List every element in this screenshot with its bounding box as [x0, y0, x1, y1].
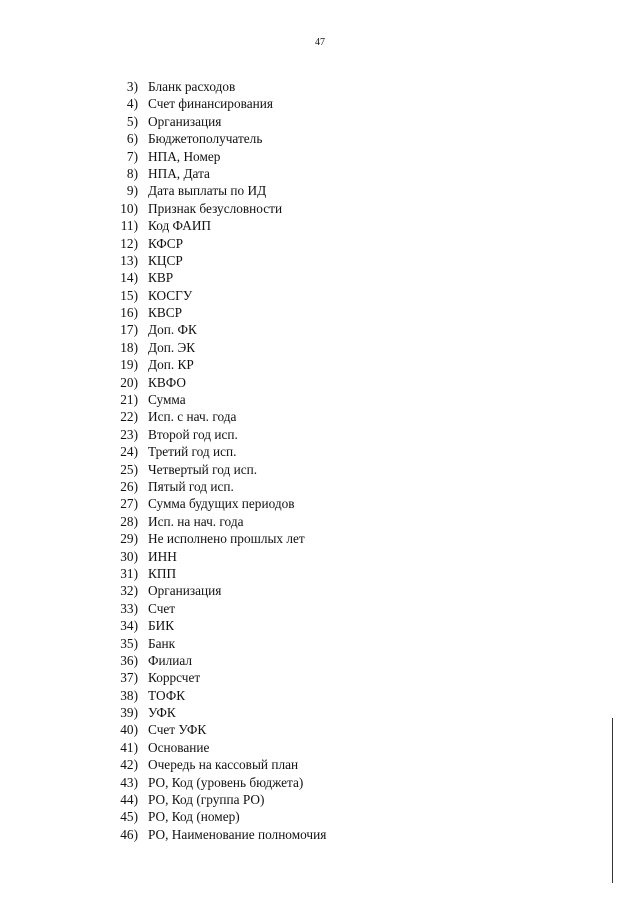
item-label: Третий год исп. [148, 444, 237, 460]
list-item [0, 339, 326, 356]
item-number: 36) [120, 652, 138, 668]
list-item [0, 687, 326, 704]
item-number: 44) [120, 792, 138, 808]
list-item [0, 600, 326, 617]
item-label: УФК [148, 705, 176, 721]
item-number: 25) [120, 461, 138, 477]
list-item [0, 182, 326, 199]
item-label: Очередь на кассовый план [148, 757, 299, 773]
item-label: БИК [148, 618, 175, 634]
item-label: РО, Код (уровень бюджета) [148, 774, 304, 790]
item-label: ИНН [148, 548, 177, 564]
list-item [0, 426, 326, 443]
list-item [0, 95, 326, 112]
item-label: НПА, Номер [148, 148, 221, 164]
item-number: 8) [126, 165, 138, 181]
list-item [0, 635, 326, 652]
item-label: НПА, Дата [148, 165, 210, 181]
list-item [0, 165, 326, 182]
item-label: КВР [148, 270, 174, 286]
list-item [0, 408, 326, 425]
item-label: РО, Код (группа РО) [148, 792, 265, 808]
item-number: 6) [126, 131, 138, 147]
list-item [0, 321, 326, 338]
list-item [0, 461, 326, 478]
scan-edge-line [612, 718, 613, 883]
list-item [0, 235, 326, 252]
item-label: Четвертый год исп. [148, 461, 258, 477]
list-item [0, 113, 326, 130]
item-number: 21) [120, 392, 138, 408]
list-item [0, 217, 326, 234]
page-number: 47 [315, 37, 325, 48]
item-label: Исп. на нач. года [148, 513, 244, 529]
item-number: 40) [120, 722, 138, 738]
item-label: Счет финансирования [148, 96, 273, 112]
item-label: Коррсчет [148, 670, 201, 686]
item-number: 13) [120, 252, 138, 268]
item-number: 4) [126, 96, 138, 112]
item-number: 29) [120, 531, 138, 547]
item-label: КОСГУ [148, 287, 193, 303]
list-item [0, 374, 326, 391]
item-number: 15) [120, 287, 138, 303]
item-label: Филиал [148, 652, 193, 668]
list-item [0, 791, 326, 808]
item-label: КЦСР [148, 252, 183, 268]
list-item [0, 513, 326, 530]
item-label: Организация [148, 583, 222, 599]
item-label: Сумма [148, 392, 186, 408]
list-item [0, 669, 326, 686]
item-label: Счет [148, 600, 176, 616]
list-item [0, 495, 326, 512]
item-label: Доп. ФК [148, 322, 197, 338]
item-label: КПП [148, 565, 177, 581]
item-number: 35) [120, 635, 138, 651]
item-number: 28) [120, 513, 138, 529]
item-number: 16) [120, 305, 138, 321]
item-label: ТОФК [148, 687, 186, 703]
item-label: Признак безусловности [148, 200, 283, 216]
item-number: 20) [120, 374, 138, 390]
item-number: 9) [126, 183, 138, 199]
list-item [0, 739, 326, 756]
item-label: Доп. ЭК [148, 339, 196, 355]
item-label: Второй год исп. [148, 426, 238, 442]
item-number: 17) [120, 322, 138, 338]
item-number: 37) [120, 670, 138, 686]
list-item [0, 252, 326, 269]
item-number: 32) [120, 583, 138, 599]
item-number: 38) [120, 687, 138, 703]
item-number: 3) [126, 79, 138, 94]
item-number: 31) [120, 565, 138, 581]
list-item [0, 148, 326, 165]
item-label: Дата выплаты по ИД [148, 183, 267, 199]
list-item [0, 356, 326, 373]
item-number: 33) [120, 600, 138, 616]
item-label: Сумма будущих периодов [148, 496, 295, 512]
item-label: КВФО [148, 374, 187, 390]
item-label: РО, Код (номер) [148, 809, 240, 825]
list-item [0, 582, 326, 599]
list-item [0, 287, 326, 304]
item-number: 45) [120, 809, 138, 825]
list-item [0, 617, 326, 634]
item-number: 43) [120, 774, 138, 790]
item-label: Доп. КР [148, 357, 194, 373]
item-number: 5) [126, 113, 138, 129]
list-item [0, 391, 326, 408]
item-number: 14) [120, 270, 138, 286]
item-label: Банк [148, 635, 176, 651]
list-item [0, 478, 326, 495]
item-number: 39) [120, 705, 138, 721]
list-item [0, 269, 326, 286]
list-item [0, 756, 326, 773]
item-label: Счет УФК [148, 722, 207, 738]
list-item [0, 652, 326, 669]
list-item [0, 774, 326, 791]
item-label: Бланк расходов [148, 79, 236, 94]
list-item [0, 565, 326, 582]
item-label: РО, Наименование полномочия [148, 826, 327, 842]
item-number: 12) [120, 235, 138, 251]
item-number: 23) [120, 426, 138, 442]
list-item [0, 130, 326, 147]
list-item [0, 704, 326, 721]
item-number: 22) [120, 409, 138, 425]
item-number: 41) [120, 739, 138, 755]
list-item [0, 826, 326, 843]
item-number: 24) [120, 444, 138, 460]
item-number: 34) [120, 618, 138, 634]
item-number: 7) [126, 148, 138, 164]
item-label: КВСР [148, 305, 183, 321]
item-number: 19) [120, 357, 138, 373]
item-label: Бюджетополучатель [148, 131, 263, 147]
list-item [0, 78, 326, 95]
list-item [0, 304, 326, 321]
list-item [0, 808, 326, 825]
list-item [0, 721, 326, 738]
numbered-list [0, 78, 326, 843]
item-label: Код ФАИП [148, 218, 212, 234]
item-number: 46) [120, 826, 138, 842]
item-label: Пятый год исп. [148, 478, 234, 494]
item-number: 42) [120, 757, 138, 773]
item-label: Исп. с нач. года [148, 409, 237, 425]
item-label: Организация [148, 113, 222, 129]
item-label: Не исполнено прошлых лет [148, 531, 305, 547]
item-label: КФСР [148, 235, 184, 251]
item-number: 30) [120, 548, 138, 564]
list-item [0, 443, 326, 460]
item-label: Основание [148, 739, 210, 755]
list-item [0, 530, 326, 547]
item-number: 10) [120, 200, 138, 216]
list-item [0, 200, 326, 217]
item-number: 27) [120, 496, 138, 512]
item-number: 18) [120, 339, 138, 355]
item-number: 26) [120, 478, 138, 494]
item-number: 11) [120, 218, 138, 234]
list-item [0, 548, 326, 565]
